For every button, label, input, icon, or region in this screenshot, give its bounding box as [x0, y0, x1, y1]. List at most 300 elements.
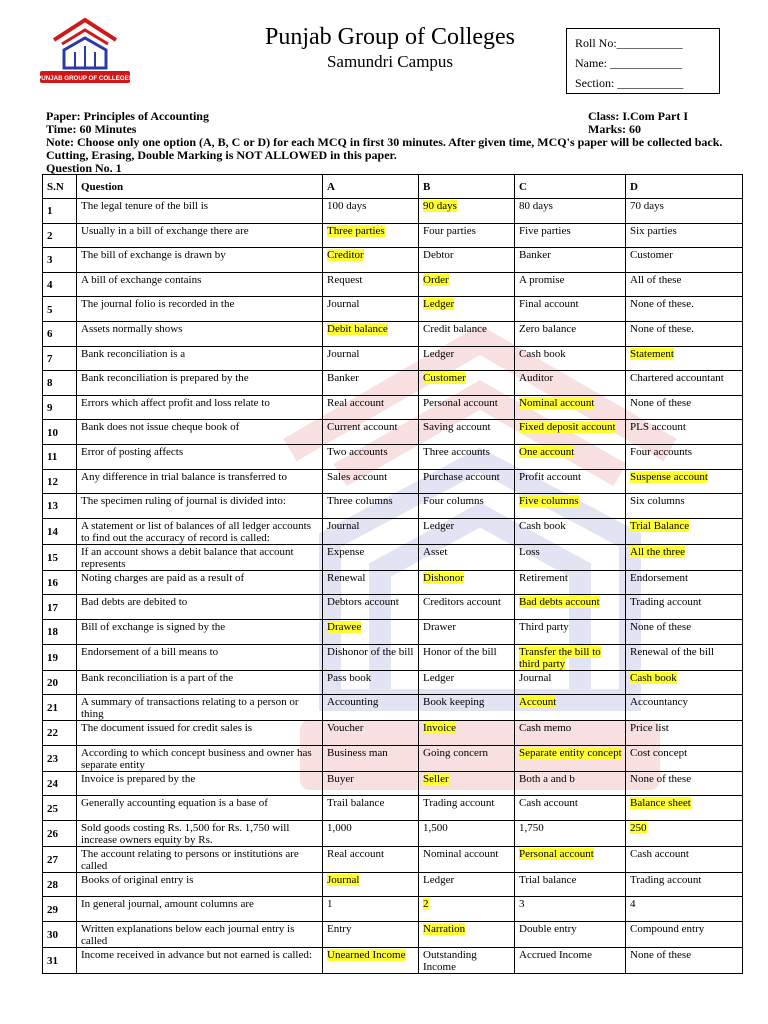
option-text: Accountancy [630, 696, 689, 709]
section-field[interactable]: Section: ___________ [575, 76, 684, 90]
answer-highlight: Five columns [519, 495, 579, 508]
mcq-table-body [43, 199, 743, 974]
option-cell[interactable] [626, 595, 743, 620]
option-cell[interactable] [323, 321, 419, 346]
option-cell[interactable] [323, 897, 419, 922]
question-number: 3 [43, 248, 77, 273]
option-text: Nominal account [423, 847, 499, 860]
question-number: 27 [43, 846, 77, 872]
question-number: 11 [43, 444, 77, 469]
option-text: 1 [327, 898, 333, 911]
option-cell[interactable] [515, 872, 626, 897]
option-cell[interactable] [323, 420, 419, 445]
option-cell[interactable] [626, 872, 743, 897]
option-text: Request [327, 273, 363, 286]
option-text: Accrued Income [519, 949, 592, 962]
option-cell[interactable] [626, 771, 743, 796]
roll-no-field[interactable]: Roll No:___________ [575, 36, 683, 50]
question-text: A summary of transactions relating to a person or thing [77, 695, 323, 721]
option-cell[interactable] [515, 846, 626, 872]
option-cell[interactable] [323, 644, 419, 670]
option-cell[interactable] [419, 846, 515, 872]
college-name: Punjab Group of Colleges [265, 24, 515, 50]
answer-highlight: Three parties [327, 224, 385, 237]
option-text: Ledger [423, 873, 455, 886]
option-text: Asset [423, 545, 448, 558]
question-text: Bad debts are debited to [77, 595, 323, 620]
option-cell[interactable] [323, 771, 419, 796]
option-cell[interactable] [323, 395, 419, 420]
option-cell[interactable] [323, 922, 419, 948]
option-cell[interactable] [419, 922, 515, 948]
option-cell[interactable] [419, 297, 515, 322]
option-text: Compound entry [630, 923, 705, 936]
option-text: Final account [519, 298, 579, 311]
option-text: Personal account [423, 396, 498, 409]
option-text: PLS account [630, 421, 686, 434]
question-number: 19 [43, 644, 77, 670]
option-cell[interactable] [515, 395, 626, 420]
answer-highlight: Separate entity concept [519, 746, 622, 759]
table-row [43, 644, 743, 670]
option-cell[interactable] [419, 570, 515, 595]
instructions-note [46, 136, 726, 175]
question-number: 17 [43, 595, 77, 620]
table-row [43, 595, 743, 620]
answer-highlight: Transfer the bill to third party [519, 645, 601, 670]
option-cell[interactable] [515, 346, 626, 371]
option-cell[interactable] [515, 199, 626, 224]
option-cell[interactable] [419, 223, 515, 248]
option-cell[interactable] [515, 223, 626, 248]
option-cell[interactable] [323, 444, 419, 469]
option-cell[interactable] [626, 570, 743, 595]
marks-label: Marks: 60 [588, 122, 641, 136]
option-cell[interactable] [323, 670, 419, 695]
option-text: None of these [630, 396, 692, 409]
answer-highlight: Trial Balance [630, 519, 690, 532]
option-text: Third party [519, 620, 569, 633]
question-text: The specimen ruling of journal is divided into: [77, 494, 323, 519]
option-text: Customer [630, 249, 673, 262]
question-heading: Question No. 1 [46, 161, 122, 175]
question-number: 26 [43, 820, 77, 846]
option-cell[interactable] [515, 444, 626, 469]
option-cell[interactable] [515, 595, 626, 620]
option-text: Credit balance [423, 322, 487, 335]
answer-highlight: Suspense account [630, 470, 708, 483]
table-row [43, 518, 743, 544]
answer-highlight: Bad debts account [519, 596, 600, 609]
table-row [43, 922, 743, 948]
question-text: The bill of exchange is drawn by [77, 248, 323, 273]
option-text: 100 days [327, 200, 367, 212]
option-cell[interactable] [419, 346, 515, 371]
option-cell[interactable] [626, 846, 743, 872]
option-text: None of these [630, 620, 692, 633]
option-cell[interactable] [323, 199, 419, 224]
option-cell[interactable] [515, 544, 626, 570]
option-cell[interactable] [515, 272, 626, 297]
answer-highlight: Balance sheet [630, 797, 691, 810]
answer-highlight: Creditor [327, 249, 364, 262]
table-row [43, 444, 743, 469]
option-cell[interactable] [626, 695, 743, 721]
option-cell[interactable] [515, 420, 626, 445]
option-cell[interactable] [515, 695, 626, 721]
option-cell[interactable] [419, 595, 515, 620]
option-cell[interactable] [515, 948, 626, 974]
question-number: 16 [43, 570, 77, 595]
question-text: Sold goods costing Rs. 1,500 for Rs. 1,750 will increase owners equity by Rs. [77, 820, 323, 846]
table-row [43, 371, 743, 396]
option-cell[interactable] [515, 371, 626, 396]
option-cell[interactable] [515, 922, 626, 948]
table-row [43, 796, 743, 821]
option-cell[interactable] [515, 469, 626, 494]
option-cell[interactable] [626, 948, 743, 974]
option-text: None of these. [630, 298, 694, 311]
option-cell[interactable] [626, 199, 743, 224]
table-row [43, 321, 743, 346]
option-text: Renewal [327, 571, 366, 584]
option-cell[interactable] [626, 644, 743, 670]
option-text: Expense [327, 545, 365, 558]
option-cell[interactable] [323, 948, 419, 974]
option-text: Trading account [423, 797, 495, 810]
option-cell[interactable] [419, 199, 515, 224]
option-cell[interactable] [626, 544, 743, 570]
column-header: A [323, 175, 419, 199]
answer-highlight: One account [519, 445, 575, 458]
option-text: 80 days [519, 200, 553, 212]
table-row [43, 820, 743, 846]
option-cell[interactable] [626, 248, 743, 273]
option-cell[interactable] [419, 248, 515, 273]
option-cell[interactable] [323, 820, 419, 846]
option-cell[interactable] [626, 796, 743, 821]
option-text: 1,000 [327, 821, 352, 834]
answer-highlight: Drawee [327, 620, 362, 633]
table-row [43, 570, 743, 595]
option-text: Cash book [519, 347, 566, 360]
option-text: Voucher [327, 722, 364, 735]
option-cell[interactable] [419, 371, 515, 396]
table-row [43, 420, 743, 445]
college-emblem-icon [34, 10, 136, 90]
option-text: All of these [630, 273, 682, 286]
option-cell[interactable] [626, 619, 743, 644]
table-row [43, 223, 743, 248]
option-cell[interactable] [419, 444, 515, 469]
question-number: 30 [43, 922, 77, 948]
question-text: The account relating to persons or institutions are called [77, 846, 323, 872]
option-text: Three columns [327, 495, 393, 508]
option-cell[interactable] [515, 721, 626, 746]
campus-name: Samundri Campus [326, 52, 454, 71]
table-row [43, 948, 743, 974]
question-number: 13 [43, 494, 77, 519]
option-cell[interactable] [515, 670, 626, 695]
option-cell[interactable] [626, 371, 743, 396]
question-text: If an account shows a debit balance that account represents [77, 544, 323, 570]
question-number: 7 [43, 346, 77, 371]
option-text: Honor of the bill [423, 645, 497, 658]
column-header: C [515, 175, 626, 199]
option-cell[interactable] [515, 518, 626, 544]
option-cell[interactable] [419, 518, 515, 544]
option-cell[interactable] [323, 796, 419, 821]
option-cell[interactable] [323, 721, 419, 746]
option-cell[interactable] [626, 272, 743, 297]
answer-highlight: Narration [423, 923, 466, 936]
option-cell[interactable] [515, 248, 626, 273]
answer-highlight: Debit balance [327, 322, 388, 335]
column-header: B [419, 175, 515, 199]
option-cell[interactable] [515, 771, 626, 796]
option-cell[interactable] [323, 272, 419, 297]
option-text: Trial balance [519, 873, 577, 886]
option-text: Five parties [519, 224, 571, 237]
option-text: Six parties [630, 224, 677, 237]
question-number: 25 [43, 796, 77, 821]
option-cell[interactable] [419, 395, 515, 420]
question-number: 14 [43, 518, 77, 544]
option-text: Journal [327, 347, 360, 360]
question-number: 9 [43, 395, 77, 420]
option-text: Cash account [519, 797, 578, 810]
option-text: Ledger [423, 671, 455, 684]
option-cell[interactable] [323, 846, 419, 872]
option-text: Loss [519, 545, 540, 558]
option-cell[interactable] [515, 321, 626, 346]
option-cell[interactable] [323, 695, 419, 721]
option-text: Chartered accountant [630, 372, 724, 385]
answer-highlight: Account [519, 696, 557, 709]
option-text: Four parties [423, 224, 476, 237]
table-row [43, 469, 743, 494]
question-number: 8 [43, 371, 77, 396]
option-text: Cash account [630, 847, 689, 860]
option-cell[interactable] [626, 897, 743, 922]
option-text: Journal [327, 298, 360, 311]
option-text: Four accounts [630, 445, 693, 458]
question-text: Error of posting affects [77, 444, 323, 469]
option-cell[interactable] [515, 297, 626, 322]
answer-highlight: Statement [630, 347, 674, 360]
table-row [43, 695, 743, 721]
question-number: 6 [43, 321, 77, 346]
option-cell[interactable] [419, 670, 515, 695]
question-text: Bank reconciliation is a part of the [77, 670, 323, 695]
paper-title: Paper: Principles of Accounting [46, 109, 209, 123]
table-row [43, 721, 743, 746]
question-number: 24 [43, 771, 77, 796]
option-cell[interactable] [626, 670, 743, 695]
option-cell[interactable] [419, 494, 515, 519]
option-cell[interactable] [323, 346, 419, 371]
option-text: Outstanding Income [423, 949, 477, 974]
option-text: Ledger [423, 519, 455, 532]
answer-highlight: 250 [630, 821, 647, 834]
option-cell[interactable] [626, 820, 743, 846]
option-cell[interactable] [323, 570, 419, 595]
option-cell[interactable] [419, 897, 515, 922]
option-cell[interactable] [626, 721, 743, 746]
option-cell[interactable] [419, 771, 515, 796]
question-number: 5 [43, 297, 77, 322]
option-text: Banker [519, 249, 551, 262]
option-cell[interactable] [626, 922, 743, 948]
option-text: Ledger [423, 347, 455, 360]
option-text: Trail balance [327, 797, 385, 810]
option-cell[interactable] [419, 948, 515, 974]
option-cell[interactable] [323, 371, 419, 396]
option-cell[interactable] [626, 518, 743, 544]
option-cell[interactable] [626, 494, 743, 519]
option-cell[interactable] [515, 796, 626, 821]
table-row [43, 544, 743, 570]
option-cell[interactable] [419, 544, 515, 570]
answer-highlight: Unearned Income [327, 949, 406, 962]
option-text: Zero balance [519, 322, 577, 335]
question-number: 10 [43, 420, 77, 445]
option-cell[interactable] [626, 444, 743, 469]
table-row [43, 897, 743, 922]
note-text: Note: Choose only one option (A, B, C or D) for each MCQ in first 30 minutes. After given time, MCQ's paper will be collected back. Cutting, Erasing, Double Marking is NOT ALLOWED in this paper. [46, 135, 723, 162]
question-number: 22 [43, 721, 77, 746]
answer-highlight: 90 days [423, 200, 457, 212]
option-text: Creditors account [423, 596, 501, 609]
option-cell[interactable] [419, 272, 515, 297]
option-cell[interactable] [323, 619, 419, 644]
option-cell[interactable] [515, 494, 626, 519]
answer-highlight: 2 [423, 898, 429, 911]
option-cell[interactable] [626, 223, 743, 248]
question-text: Usually in a bill of exchange there are [77, 223, 323, 248]
option-cell[interactable] [323, 494, 419, 519]
option-cell[interactable] [626, 321, 743, 346]
logo-text: PUNJAB GROUP OF COLLEGES [37, 75, 133, 82]
option-cell[interactable] [323, 248, 419, 273]
option-cell[interactable] [323, 297, 419, 322]
option-text: Real account [327, 847, 385, 860]
option-cell[interactable] [515, 619, 626, 644]
table-row [43, 395, 743, 420]
option-text: Pass book [327, 671, 372, 684]
option-cell[interactable] [626, 469, 743, 494]
option-cell[interactable] [419, 321, 515, 346]
option-cell[interactable] [626, 395, 743, 420]
question-number: 1 [43, 199, 77, 224]
question-text: Bill of exchange is signed by the [77, 619, 323, 644]
question-text: Income received in advance but not earned is called: [77, 948, 323, 974]
answer-highlight: Invoice [423, 722, 456, 735]
option-text: Four columns [423, 495, 484, 508]
table-row [43, 272, 743, 297]
question-text: Bank does not issue cheque book of [77, 420, 323, 445]
option-text: Auditor [519, 372, 554, 385]
option-text: Drawer [423, 620, 456, 633]
option-cell[interactable] [515, 897, 626, 922]
option-text: None of these [630, 949, 692, 962]
table-row [43, 670, 743, 695]
column-header: S.N [43, 175, 77, 199]
option-cell[interactable] [515, 820, 626, 846]
option-text: Debtors account [327, 596, 399, 609]
option-cell[interactable] [323, 745, 419, 771]
option-cell[interactable] [323, 544, 419, 570]
name-field[interactable]: Name: ____________ [575, 56, 682, 70]
option-cell[interactable] [515, 745, 626, 771]
option-cell[interactable] [515, 570, 626, 595]
question-number: 21 [43, 695, 77, 721]
option-text: 1,500 [423, 821, 448, 834]
option-cell[interactable] [419, 872, 515, 897]
option-cell[interactable] [323, 223, 419, 248]
answer-highlight: Dishonor [423, 571, 464, 584]
option-cell[interactable] [515, 644, 626, 670]
option-cell[interactable] [323, 469, 419, 494]
answer-highlight: Seller [423, 772, 449, 785]
table-row [43, 494, 743, 519]
option-text: 70 days [630, 200, 664, 212]
question-number: 15 [43, 544, 77, 570]
question-number: 4 [43, 272, 77, 297]
option-cell[interactable] [323, 595, 419, 620]
answer-highlight: Cash book [630, 671, 677, 684]
answer-highlight: All the three [630, 545, 685, 558]
question-number: 28 [43, 872, 77, 897]
option-text: Both a and b [519, 772, 575, 785]
question-text: Assets normally shows [77, 321, 323, 346]
question-number: 23 [43, 745, 77, 771]
answer-highlight: Journal [327, 873, 360, 886]
option-cell[interactable] [419, 469, 515, 494]
question-text: Books of original entry is [77, 872, 323, 897]
option-cell[interactable] [626, 745, 743, 771]
option-cell[interactable] [419, 619, 515, 644]
table-row [43, 199, 743, 224]
college-logo [34, 10, 136, 90]
option-cell[interactable] [419, 820, 515, 846]
option-text: Dishonor of the bill [327, 645, 414, 658]
question-number: 2 [43, 223, 77, 248]
option-cell[interactable] [626, 420, 743, 445]
option-cell[interactable] [419, 796, 515, 821]
question-text: Any difference in trial balance is transferred to [77, 469, 323, 494]
question-text: Errors which affect profit and loss relate to [77, 395, 323, 420]
answer-highlight: Nominal account [519, 396, 595, 409]
option-cell[interactable] [626, 346, 743, 371]
option-cell[interactable] [419, 721, 515, 746]
option-text: Debtor [423, 249, 454, 262]
option-text: Three accounts [423, 445, 490, 458]
option-cell[interactable] [419, 745, 515, 771]
time-label: Time: 60 Minutes [46, 122, 137, 136]
option-cell[interactable] [419, 695, 515, 721]
question-text: Bank reconciliation is prepared by the [77, 371, 323, 396]
option-text: Renewal of the bill [630, 645, 715, 658]
option-cell[interactable] [323, 872, 419, 897]
option-cell[interactable] [419, 420, 515, 445]
question-text: In general journal, amount columns are [77, 897, 323, 922]
option-cell[interactable] [323, 518, 419, 544]
question-text: The journal folio is recorded in the [77, 297, 323, 322]
option-text: Double entry [519, 923, 577, 936]
option-cell[interactable] [419, 644, 515, 670]
option-cell[interactable] [626, 297, 743, 322]
